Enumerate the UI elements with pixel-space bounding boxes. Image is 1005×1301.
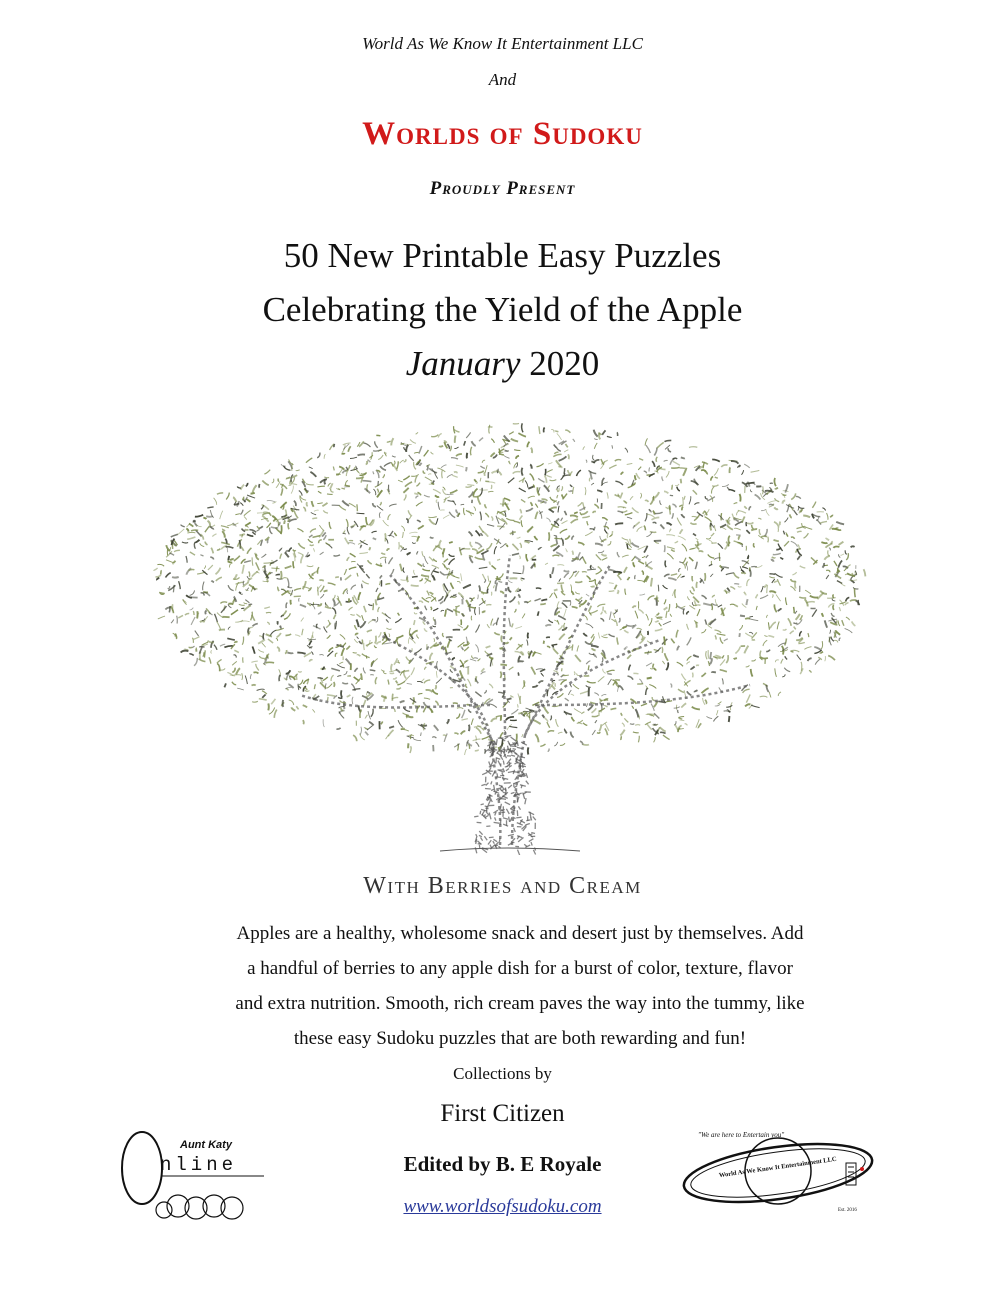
seal-ring-text: World As We Know It Entertainment LLC [718,1155,838,1180]
seal-tagline: "We are here to Entertain you" [698,1131,785,1139]
tree-canopy [154,423,866,755]
tree-ground [440,848,580,851]
and-text: And [488,70,517,89]
title-date [0,344,1005,384]
description-line: a handful of berries to any apple dish for a burst of color, texture, flavor [247,958,793,979]
seal-est: Est. 2016 [838,1208,857,1213]
present-text: Proudly Present [429,178,576,199]
website-link[interactable]: www.worldsofsudoku.com [403,1196,602,1217]
company-name: World As We Know It Entertainment LLC [362,34,643,53]
description-paragraph [200,916,840,1056]
aunt-katy-online-logo [118,1128,268,1220]
editor-credit: Edited by B. E Royale [403,1152,602,1176]
description-line: Apples are a healthy, wholesome snack and desert just by themselves. Add [236,923,804,944]
section-subtitle: With Berries and Cream [363,873,642,899]
tree-trunk [300,555,750,855]
title-month: January [405,344,521,383]
description-line: these easy Sudoku puzzles that are both rewarding and fun! [293,1028,747,1049]
logo-left-line2: nline [160,1154,238,1176]
logo-left-line1: Aunt Katy [180,1139,232,1151]
title-year: 2020 [529,344,600,383]
author-name: First Citizen [440,1100,565,1127]
world-entertainment-seal-logo [678,1125,878,1217]
brand-title: Worlds of Sudoku [362,116,643,152]
title-line-1: 50 New Printable Easy Puzzles [283,236,722,275]
title-line-2: Celebrating the Yield of the Apple [262,290,743,329]
apple-tree-illustration [140,405,880,855]
description-line: and extra nutrition. Smooth, rich cream paves the way into the tummy, like [235,993,805,1014]
collections-by-label: Collections by [453,1064,552,1083]
